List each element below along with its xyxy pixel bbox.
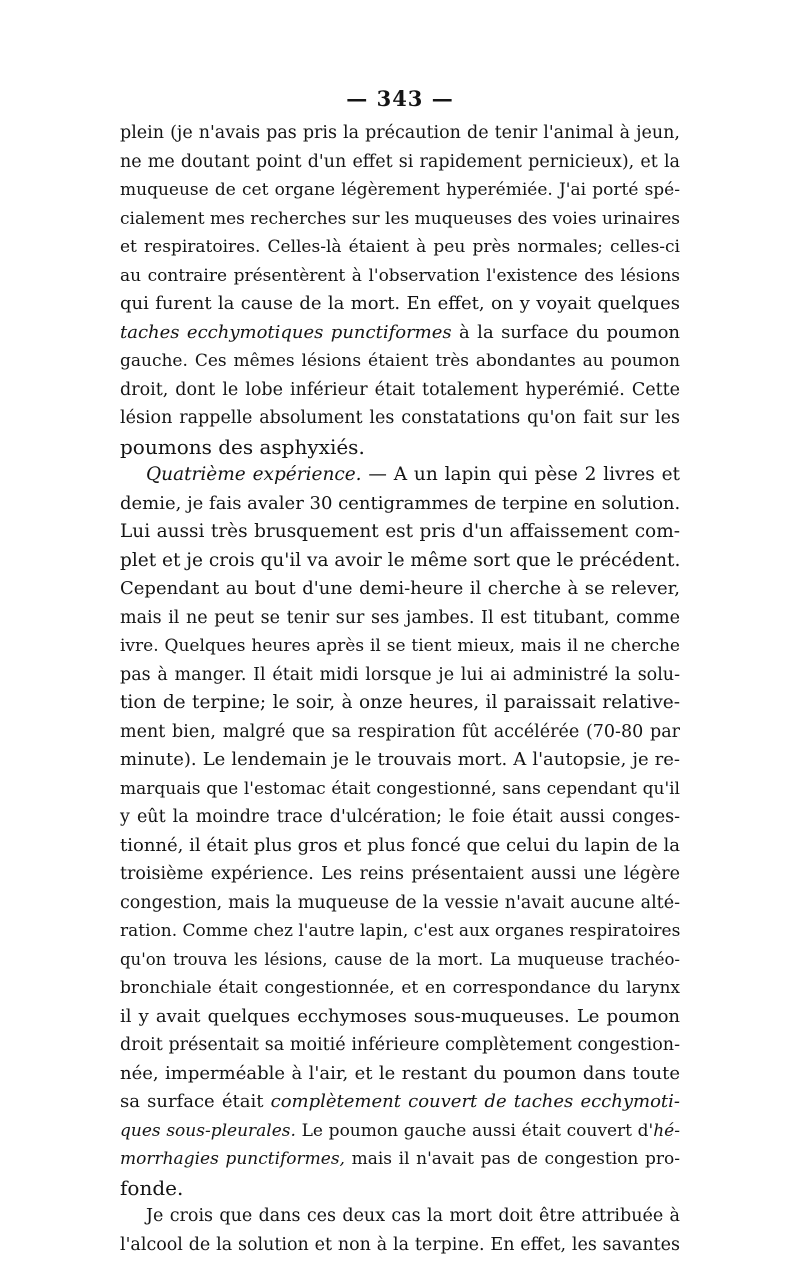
text-line: [120, 718, 680, 747]
italic-text-segment: morrhagies punctiformes,: [120, 1149, 345, 1169]
italic-text-segment: Quatrième expérience.: [146, 464, 362, 485]
text-segment: Cependant au bout d'une demi-heure il cherche à se relever,: [120, 578, 680, 599]
text-line: [120, 1231, 680, 1260]
text-line: [120, 404, 680, 433]
text-line: [120, 290, 680, 319]
text-segment: tionné, il était plus gros et plus foncé que celui du lapin de la: [120, 834, 680, 856]
text-segment: ne me doutant point d'un effet si rapidement pernicieux), et la: [120, 151, 680, 172]
text-line: [120, 860, 680, 889]
text-segment: née, imperméable à l'air, et le restant du poumon dans toute: [120, 1062, 680, 1084]
text-line: [120, 148, 680, 177]
italic-text-segment: taches ecchymotiques punctiformes: [120, 321, 452, 343]
text-line: [120, 1060, 680, 1089]
text-line: [120, 661, 680, 690]
text-segment: bronchiale était congestionnée, et en correspondance du larynx: [120, 978, 680, 998]
text-segment: poumons des asphyxiés.: [120, 434, 365, 459]
text-segment: pas à manger. Il était midi lorsque je lui ai administré la solu-: [120, 664, 680, 685]
text-segment: demie, je fais avaler 30 centigrammes de terpine en solution.: [120, 492, 681, 514]
text-line: [120, 803, 680, 832]
text-segment: congestion, mais la muqueuse de la vessie n'avait aucune alté-: [120, 892, 680, 913]
text-segment: qui furent la cause de la mort. En effet, on y voyait quelques: [120, 293, 680, 314]
text-segment: ivre. Quelques heures après il se tient mieux, mais il ne cherche: [120, 636, 680, 656]
text-segment: muqueuse de cet organe légèrement hyperémiée. J'ai porté spé-: [120, 180, 680, 200]
italic-text-segment: complètement couvert de taches ecchymoti-: [270, 1091, 680, 1112]
text-segment: au contraire présentèrent à l'observation l'existence des lésions: [120, 265, 680, 286]
text-line: [120, 746, 680, 775]
text-line: [120, 461, 680, 490]
text-segment: mais il ne peut se tenir sur ses jambes. Il est titubant, comme: [120, 607, 680, 628]
text-line: [120, 176, 680, 205]
text-line: [120, 347, 680, 376]
text-line: [120, 889, 680, 918]
text-segment: et respiratoires. Celles-là étaient à peu près normales; celles-ci: [120, 237, 680, 257]
text-line: [120, 575, 680, 604]
text-line: [120, 119, 680, 148]
text-line: [120, 433, 680, 462]
text-segment: y eût la moindre trace d'ulcération; le foie était aussi conges-: [120, 807, 680, 827]
text-line: [120, 376, 680, 405]
text-segment: Je crois que dans ces deux cas la mort doit être attribuée à: [146, 1206, 680, 1226]
text-line: [120, 1031, 680, 1060]
text-line: [120, 1117, 680, 1146]
body-text: [120, 119, 680, 1259]
text-line: [120, 233, 680, 262]
text-segment: il y avait quelques ecchymoses sous-muqueuses. Le poumon: [120, 1005, 680, 1027]
text-line: [120, 632, 680, 661]
text-line: [120, 604, 680, 633]
text-line: [120, 319, 680, 348]
page-number: — 343 —: [346, 86, 454, 111]
text-line: [120, 518, 680, 547]
text-segment: Lui aussi très brusquement est pris d'un affaissement com-: [120, 521, 680, 542]
text-segment: gauche. Ces mêmes lésions étaient très abondantes au poumon: [120, 351, 680, 371]
text-line: [120, 205, 680, 234]
text-segment: l'alcool de la solution et non à la terpine. En effet, les savantes: [120, 1234, 680, 1255]
text-line: [120, 1003, 680, 1032]
text-line: [120, 547, 680, 576]
text-segment: marquais que l'estomac était congestionné, sans cependant qu'il: [120, 778, 680, 799]
text-segment: ment bien, malgré que sa respiration fût accélérée (70-80 par: [120, 721, 680, 742]
text-segment: tion de terpine; le soir, à onze heures, il paraissait relative-: [120, 692, 680, 713]
text-line: [120, 1174, 680, 1203]
text-segment: à la surface du poumon: [451, 321, 680, 343]
text-segment: plet et je crois qu'il va avoir le même sort que le précédent.: [120, 549, 681, 571]
text-line: [120, 775, 680, 804]
text-segment: cialement mes recherches sur les muqueuses des voies urinaires: [120, 208, 680, 229]
text-line: [120, 974, 680, 1003]
text-segment: ration. Comme chez l'autre lapin, c'est aux organes respiratoires: [120, 921, 681, 941]
text-line: [120, 917, 680, 946]
text-segment: fonde.: [120, 1175, 184, 1200]
text-segment: lésion rappelle absolument les constatations qu'on fait sur les: [120, 408, 680, 428]
text-line: [120, 1088, 680, 1117]
text-line: [120, 832, 680, 861]
text-line: [120, 1145, 680, 1174]
text-segment: droit, dont le lobe inférieur était totalement hyperémié. Cette: [120, 379, 680, 400]
italic-text-segment: ques sous-pleurales.: [120, 1120, 296, 1141]
text-segment: qu'on trouva les lésions, cause de la mort. La muqueuse trachéo-: [120, 949, 680, 969]
text-segment: sa surface était: [120, 1091, 271, 1112]
text-segment: Le poumon gauche aussi était couvert d': [295, 1120, 654, 1141]
text-line: [120, 689, 680, 718]
text-segment: mais il n'avait pas de congestion pro-: [344, 1149, 680, 1169]
text-segment: plein (je n'avais pas pris la précaution de tenir l'animal à jeun,: [120, 123, 680, 143]
text-segment: — A un lapin qui pèse 2 livres et: [361, 464, 680, 485]
text-segment: troisième expérience. Les reins présentaient aussi une légère: [120, 864, 680, 884]
text-line: [120, 262, 680, 291]
text-line: [120, 946, 680, 975]
text-segment: droit présentait sa moitié inférieure complètement congestion-: [120, 1035, 680, 1055]
text-segment: minute). Le lendemain je le trouvais mort. A l'autopsie, je re-: [120, 749, 680, 770]
text-line: [120, 490, 680, 519]
text-line: [120, 1202, 680, 1231]
italic-text-segment: hé-: [653, 1120, 680, 1141]
